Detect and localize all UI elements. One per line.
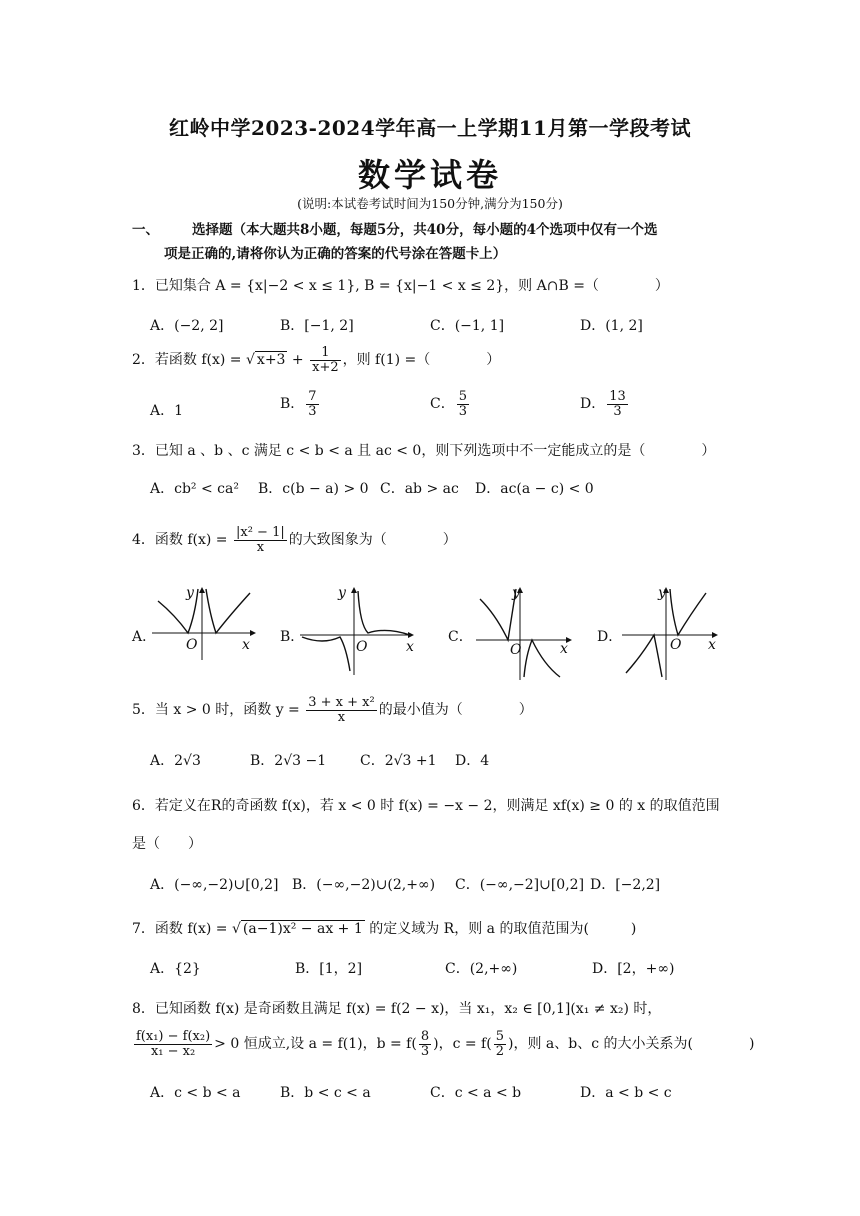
graph-a-x-label: x	[242, 637, 250, 653]
question-2-sqrt: x+3	[256, 352, 286, 369]
graph-b-x-label: x	[406, 639, 414, 655]
question-2-frac-den: x+2	[312, 359, 339, 375]
question-7-option-a: A．{2}	[150, 961, 201, 977]
question-2-option-a: A．1	[150, 403, 184, 419]
exam-note: (说明:本试卷考试时间为150分钟,满分为150分)	[297, 196, 563, 211]
graph-b-y-label: y	[338, 585, 346, 601]
graph-d-origin: O	[670, 637, 682, 653]
question-2-option-d: D． $\frac{13}{3}$	[580, 389, 626, 419]
question-2-frac-num: 1	[310, 346, 341, 361]
section-number: 一、	[132, 222, 159, 238]
question-8-stem-line-1: 8．已知函数 f(x) 是奇函数且满足 f(x) = f(2 − x)，当 x₁，x₂ ∈ [0,1](x₁ ≠ x₂) 时，	[132, 1001, 662, 1017]
question-4-option-c: C．	[448, 629, 473, 645]
graph-c-origin: O	[510, 642, 522, 658]
question-5-option-a: A．2√3	[150, 753, 201, 769]
question-4-option-b: B．	[280, 629, 305, 645]
question-7-option-b: B．[1，2]	[295, 961, 363, 977]
graph-d	[620, 585, 720, 680]
question-5-option-b: B．2√3 −1	[250, 753, 327, 769]
graph-c-x-label: x	[560, 641, 568, 657]
question-8-option-c: C．c < a < b	[430, 1085, 522, 1101]
section-line-2: 项是正确的,请将你认为正确的答案的代号涂在答题卡上）	[164, 246, 507, 262]
question-2-stem: 2．若函数 f(x) = √ x+3 + $\frac{1}{x+2}$ ，则 f(1) =（ ）	[132, 345, 501, 375]
question-6-stem-line-2: 是（ ）	[132, 836, 202, 852]
question-4-fraction: $\frac{\text{|x² − 1|}}{x}$	[236, 525, 285, 555]
graph-b-origin: O	[356, 639, 368, 655]
question-3-option-d: D．ac(a − c) < 0	[475, 481, 594, 497]
question-6-stem-line-1: 6．若定义在R的奇函数 f(x)，若 x < 0 时 f(x) = −x − 2，则满足 xf(x) ≥ 0 的 x 的取值范围	[132, 798, 720, 814]
question-8-fraction: $\frac{\text{f(x₁) − f(x₂)}}{\text{x₁ − x₂}}$	[136, 1029, 211, 1059]
question-8-option-a: A．c < b < a	[150, 1085, 241, 1101]
graph-b	[298, 585, 418, 675]
question-1-option-b: B．[−1, 2]	[280, 318, 354, 334]
question-4-option-d: D．	[597, 629, 623, 645]
question-4-option-a: A．	[132, 629, 157, 645]
question-5-fraction: $\frac{\text{3 + x + x²}}{x}$	[308, 695, 375, 725]
question-7-option-d: D．[2，+∞)	[592, 961, 675, 977]
question-3-stem: 3．已知 a 、b 、c 满足 c < b < a 且 ac < 0，则下列选项中不一定能成立的是（ ）	[132, 443, 716, 459]
graph-d-x-label: x	[708, 637, 716, 653]
section-heading	[132, 218, 742, 266]
question-7-stem: 7．函数 f(x) = √ (a−1)x² − ax + 1 的定义域为 R，则 a 的取值范围为( )	[132, 921, 637, 937]
question-3-option-c: C．ab > ac	[380, 481, 459, 497]
question-2-stem-post: ，则 f(1) =（ ）	[342, 352, 501, 369]
question-2-plus: +	[287, 352, 309, 369]
graph-c-y-label: y	[512, 585, 520, 601]
question-7-sqrt: (a−1)x² − ax + 1	[242, 921, 363, 937]
question-1-stem: 1．已知集合 A = {x|−2 < x ≤ 1}, B = {x|−1 < x ≤ 2}，则 A∩B =（ ）	[132, 278, 669, 294]
section-line-1: 选择题（本大题共8小题，每题5分，共40分，每小题的4个选项中仅有一个选	[192, 222, 658, 238]
exam-title: 红岭中学2023-2024学年高一上学期11月第一学段考试	[169, 116, 691, 140]
question-6-option-a: A．(−∞,−2)∪[0,2]	[150, 877, 279, 893]
question-2-option-b: B． $\frac{7}{3}$	[280, 389, 317, 419]
question-4-stem: 4．函数 f(x) = $\frac{\text{|x² − 1|}}{x}$ 的大致图象为（ ）	[132, 525, 457, 555]
question-2-option-c: C． $\frac{5}{3}$	[430, 389, 467, 419]
question-8-option-d: D．a < b < c	[580, 1085, 672, 1101]
question-1-option-c: C．(−1, 1]	[430, 318, 505, 334]
graph-d-y-label: y	[658, 585, 666, 601]
question-6-option-c: C．(−∞,−2]∪[0,2]	[455, 877, 585, 893]
question-1-option-a: A．(−2, 2]	[150, 318, 224, 334]
question-6-option-b: B．(−∞,−2)∪(2,+∞)	[292, 877, 436, 893]
question-6-option-d: D．[−2,2]	[590, 877, 661, 893]
question-7-option-c: C．(2,+∞)	[445, 961, 518, 977]
question-3-option-b: B．c(b − a) > 0	[258, 481, 369, 497]
graph-a-origin: O	[186, 637, 198, 653]
question-5-option-c: C．2√3 +1	[360, 753, 437, 769]
question-1-option-d: D．(1, 2]	[580, 318, 643, 334]
question-5-stem: 5．当 x > 0 时，函数 y = $\frac{\text{3 + x + x²}}{x}$ 的最小值为（ ）	[132, 695, 533, 725]
exam-subject: 数学试卷	[357, 156, 502, 194]
question-3-option-a: A．cb² < ca²	[150, 481, 239, 497]
graph-a-y-label: y	[186, 585, 194, 601]
question-8-option-b: B．b < c < a	[280, 1085, 371, 1101]
graph-c	[474, 585, 574, 680]
question-8-stem-line-2: $\frac{\text{f(x₁) − f(x₂)}}{\text{x₁ − x₂}}$ > 0 恒成立,设 a = f(1)，b = f( $\frac{8}{3}$ )，c = f( $\frac{5}{2}$ )，则 a、b、c 的大小关系为( )	[136, 1029, 755, 1059]
question-5-option-d: D．4	[455, 753, 490, 769]
question-2-stem-pre: 2．若函数 f(x) =	[132, 352, 246, 369]
question-2-fraction	[310, 346, 341, 374]
